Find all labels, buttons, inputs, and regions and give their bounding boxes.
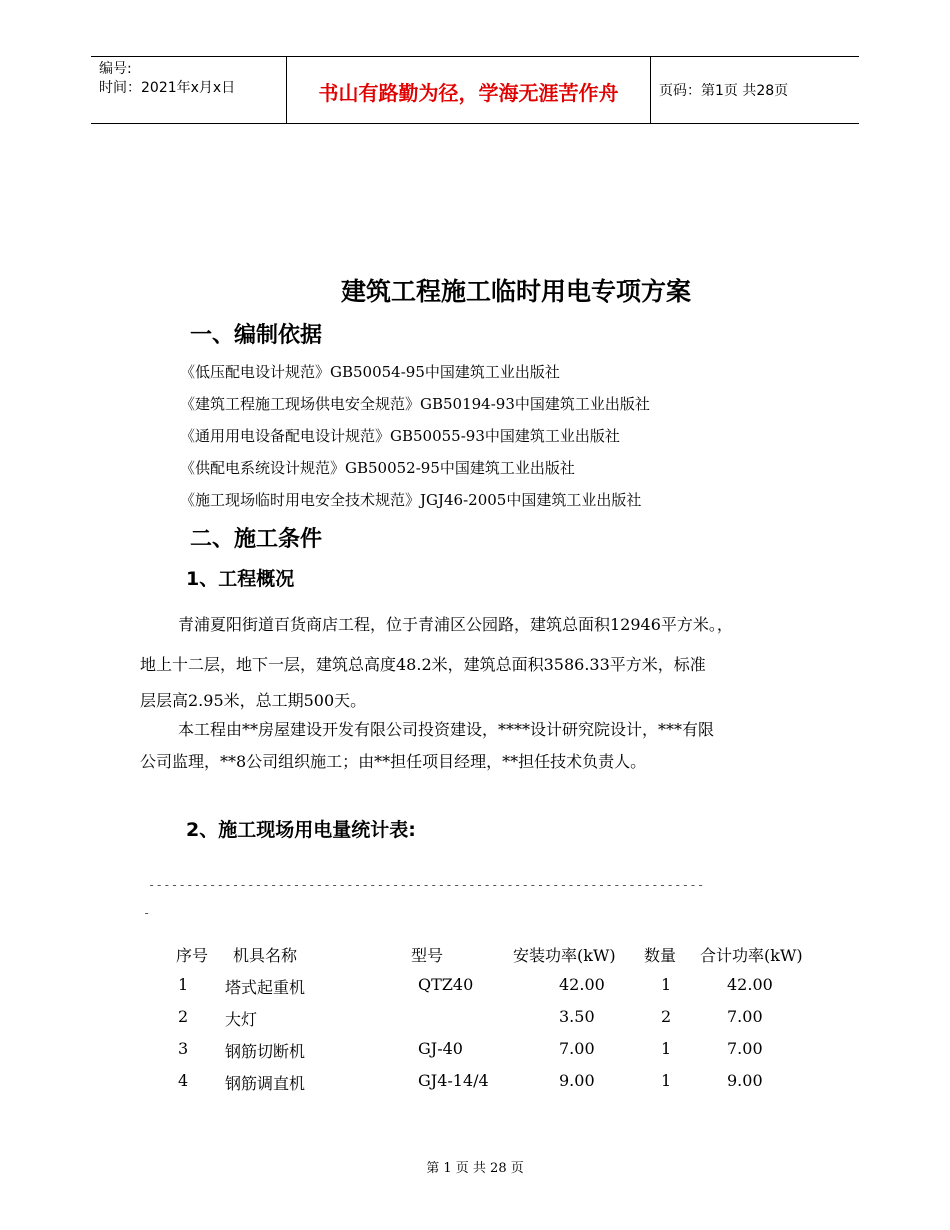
reference-item: 《施工现场临时用电安全技术规范》JGJ46-2005中国建筑工业出版社 (180, 491, 642, 509)
reference-item: 《通用用电设备配电设计规范》GB50055-93中国建筑工业出版社 (180, 427, 620, 445)
subsection1-heading: 1、工程概况 (186, 568, 295, 590)
table-cell: QTZ40 (418, 975, 474, 994)
reference-item: 《低压配电设计规范》GB50054-95中国建筑工业出版社 (180, 363, 560, 381)
table-cell: 9.00 (727, 1071, 763, 1090)
contractor-line: 公司监理，**8公司组织施工；由**担任项目经理，**担任技术负责人。 (140, 752, 647, 771)
table-header-cell: 机具名称 (233, 946, 298, 965)
table-header-cell: 型号 (411, 946, 444, 965)
table-header-cell: 合计功率(kW) (700, 946, 803, 965)
table-cell: 塔式起重机 (225, 978, 306, 997)
table-cell: 2 (178, 1007, 189, 1026)
header-motto: 书山有路勤为径，学海无涯苦作舟 (318, 81, 619, 105)
contractor-line: 本工程由**房屋建设开发有限公司投资建设，****设计研究院设计，***有限 (178, 720, 715, 739)
table-header-cell: 安装功率(kW) (513, 946, 616, 965)
table-header-cell: 序号 (176, 946, 209, 965)
table-cell: 42.00 (727, 975, 773, 994)
table-cell: 3 (178, 1039, 189, 1058)
table-cell: 7.00 (727, 1039, 763, 1058)
table-header-cell: 数量 (644, 946, 677, 965)
table-cell: 钢筋切断机 (225, 1042, 306, 1061)
section2-heading: 二、施工条件 (190, 527, 323, 552)
header-divider-right (650, 57, 651, 123)
table-cell: 大灯 (225, 1010, 258, 1029)
table-cell: 1 (661, 975, 672, 994)
table-cell: GJ4-14/4 (418, 1071, 489, 1090)
table-cell: 2 (661, 1007, 672, 1026)
table-cell: 3.50 (559, 1007, 595, 1026)
page-footer: 第 1 页 共 28 页 (426, 1161, 524, 1176)
header-code-label: 编号: (99, 61, 132, 77)
dashed-separator: ------------------------------------------------------------------------- (148, 878, 705, 892)
header-page-info: 页码：第1页 共28页 (659, 83, 789, 99)
header-meta (99, 60, 235, 98)
table-cell: GJ-40 (418, 1039, 463, 1058)
document-title: 建筑工程施工临时用电专项方案 (340, 277, 691, 306)
dashed-separator-tail: - (143, 906, 151, 920)
table-cell: 钢筋调直机 (225, 1074, 306, 1093)
subsection2-heading: 2、施工现场用电量统计表: (186, 819, 416, 841)
table-cell: 1 (661, 1071, 672, 1090)
header-time-label: 时间：2021年x月x日 (99, 80, 236, 96)
table-cell: 1 (661, 1039, 672, 1058)
table-cell: 4 (178, 1071, 189, 1090)
table-cell: 7.00 (727, 1007, 763, 1026)
table-cell: 9.00 (559, 1071, 595, 1090)
table-cell: 7.00 (559, 1039, 595, 1058)
reference-item: 《供配电系统设计规范》GB50052-95中国建筑工业出版社 (180, 459, 575, 477)
reference-item: 《建筑工程施工现场供电安全规范》GB50194-93中国建筑工业出版社 (180, 395, 650, 413)
overview-line: 青浦夏阳街道百货商店工程，位于青浦区公园路，建筑总面积12946平方米。， (178, 615, 733, 634)
section1-heading: 一、编制依据 (190, 323, 323, 348)
table-cell: 1 (178, 975, 189, 994)
page-header (91, 56, 859, 124)
overview-line: 层层高2.95米，总工期500天。 (140, 691, 367, 710)
overview-line: 地上十二层，地下一层，建筑总高度48.2米，建筑总面积3586.33平方米，标准 (140, 655, 706, 674)
table-cell: 42.00 (559, 975, 605, 994)
